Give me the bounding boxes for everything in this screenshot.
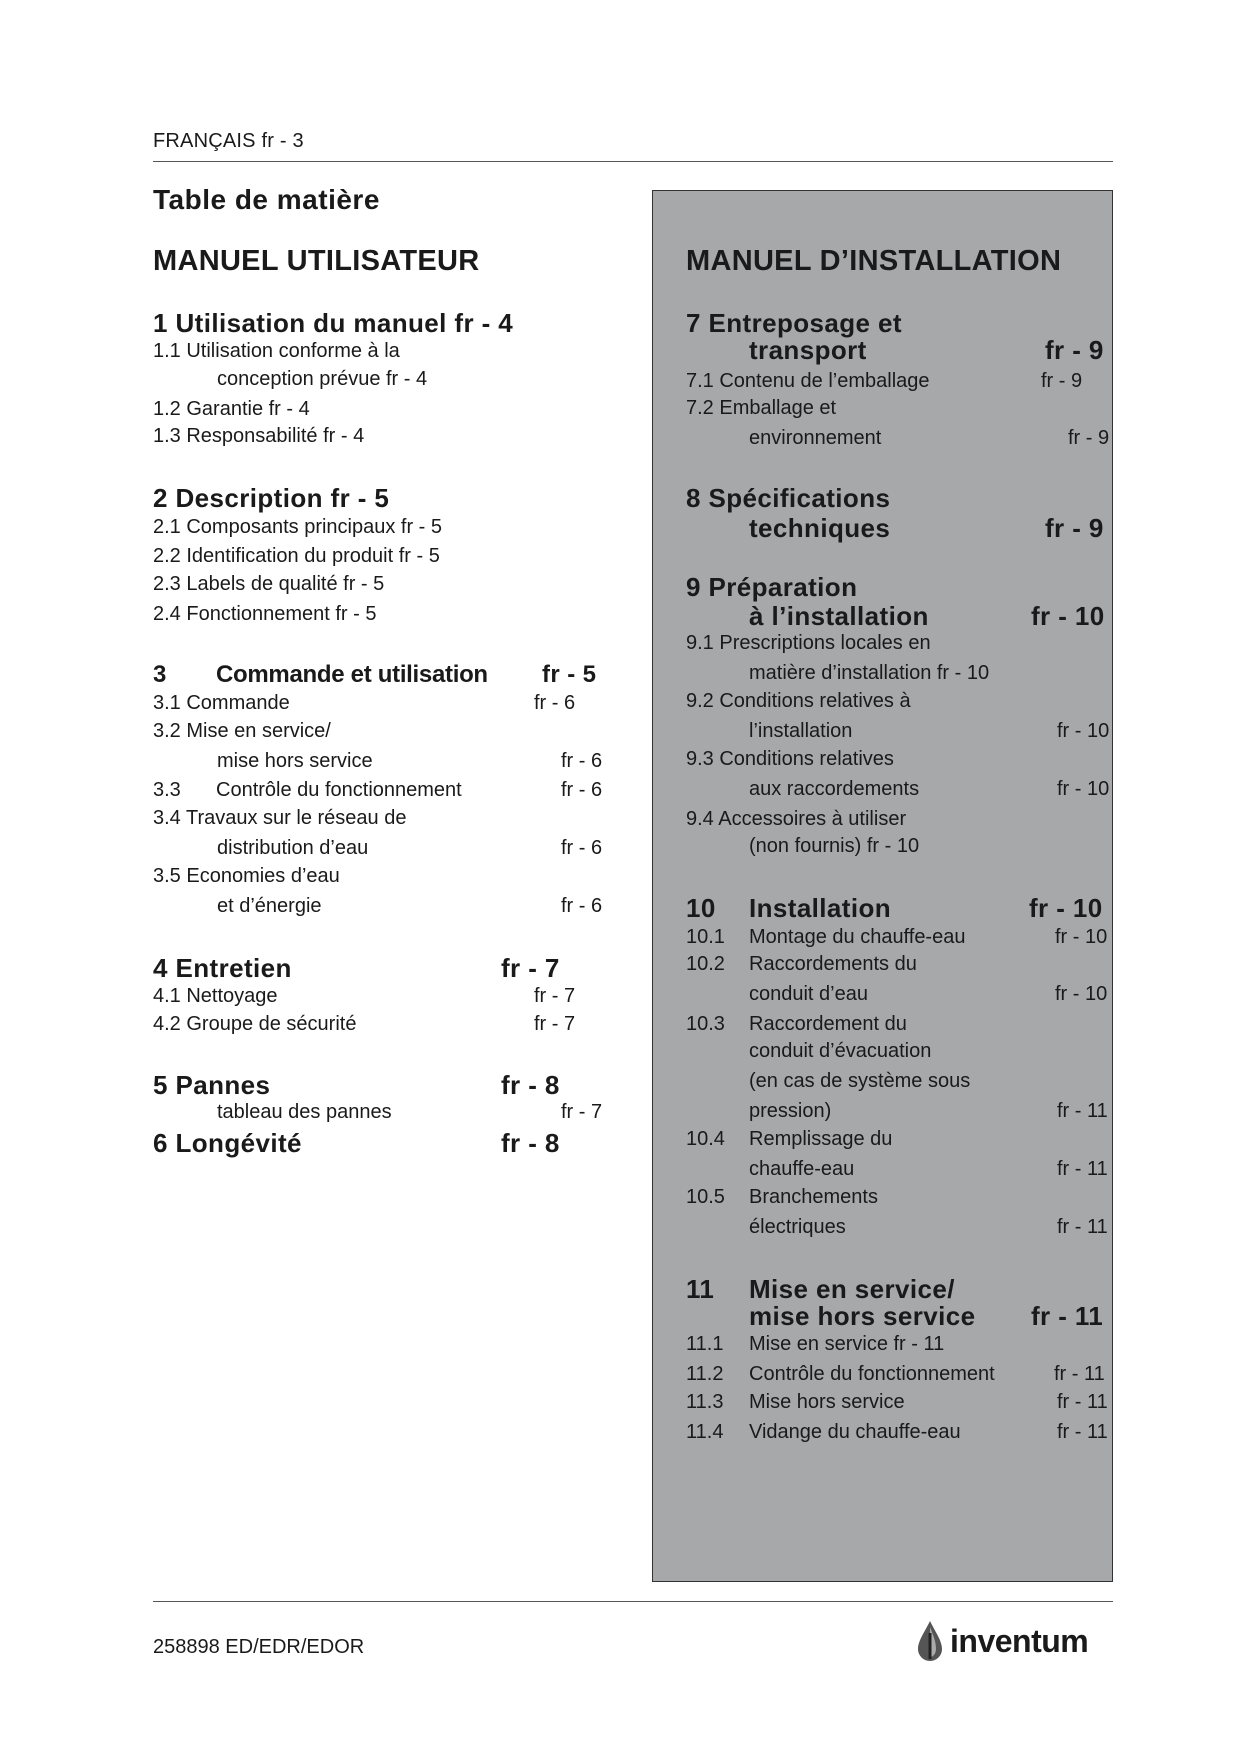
toc-item-11-4[interactable]: Vidange du chauffe-eau bbox=[749, 1421, 961, 1443]
toc-item-11-2-page: fr - 11 bbox=[1054, 1363, 1105, 1385]
toc-item-10-4-page: fr - 11 bbox=[1057, 1158, 1108, 1180]
document-number: 258898 ED/EDR/EDOR bbox=[153, 1636, 365, 1658]
section-6-title[interactable]: 6 Longévité bbox=[153, 1128, 302, 1158]
toc-item-3-5[interactable]: 3.5 Economies d’eau bbox=[153, 865, 340, 887]
toc-item-10-1[interactable]: Montage du chauffe-eau bbox=[749, 926, 966, 948]
toc-item-10-3-cont[interactable]: conduit d’évacuation bbox=[749, 1040, 932, 1062]
toc-item-9-4-cont[interactable]: (non fournis) fr - 10 bbox=[749, 835, 920, 857]
toc-item-4-1[interactable]: 4.1 Nettoyage bbox=[153, 985, 278, 1007]
section-1-title[interactable]: 1 Utilisation du manuel fr - 4 bbox=[153, 308, 514, 338]
toc-item-11-3-number: 11.3 bbox=[686, 1391, 724, 1413]
toc-item-1-1-cont[interactable]: conception prévue fr - 4 bbox=[217, 368, 428, 390]
toc-item-2-2[interactable]: 2.2 Identification du produit fr - 5 bbox=[153, 545, 440, 567]
toc-item-4-2-page: fr - 7 bbox=[534, 1013, 576, 1035]
brand-name: inventum bbox=[950, 1622, 1089, 1659]
running-head: FRANÇAIS fr - 3 bbox=[153, 130, 304, 152]
toc-item-10-5-cont[interactable]: électriques bbox=[749, 1216, 846, 1238]
toc-item-1-1[interactable]: 1.1 Utilisation conforme à la bbox=[153, 340, 400, 362]
toc-item-3-4-page: fr - 6 bbox=[561, 837, 603, 859]
toc-item-10-2-page: fr - 10 bbox=[1055, 983, 1108, 1005]
section-10-page: fr - 10 bbox=[1029, 893, 1103, 923]
toc-item-7-1-page: fr - 9 bbox=[1041, 370, 1083, 392]
toc-item-1-2[interactable]: 1.2 Garantie fr - 4 bbox=[153, 398, 310, 420]
section-7-title-cont[interactable]: transport bbox=[749, 335, 867, 365]
toc-item-11-3-page: fr - 11 bbox=[1057, 1391, 1108, 1413]
section-3-number: 3 bbox=[153, 661, 167, 688]
section-4-title[interactable]: 4 Entretien bbox=[153, 953, 292, 983]
toc-item-11-2-number: 11.2 bbox=[686, 1363, 724, 1385]
toc-item-2-3[interactable]: 2.3 Labels de qualité fr - 5 bbox=[153, 573, 385, 595]
section-4-page: fr - 7 bbox=[501, 953, 560, 983]
section-7-title[interactable]: 7 Entreposage et bbox=[686, 308, 902, 338]
toc-item-10-4[interactable]: Remplissage du bbox=[749, 1128, 893, 1150]
section-5-page: fr - 8 bbox=[501, 1070, 560, 1100]
toc-item-9-1-cont[interactable]: matière d’installation fr - 10 bbox=[749, 662, 990, 684]
toc-item-10-5[interactable]: Branchements bbox=[749, 1186, 878, 1208]
section-3-title[interactable]: Commande et utilisation bbox=[216, 661, 488, 688]
toc-item-4-1-page: fr - 7 bbox=[534, 985, 576, 1007]
toc-item-10-2-cont[interactable]: conduit d’eau bbox=[749, 983, 868, 1005]
section-2-title[interactable]: 2 Description fr - 5 bbox=[153, 483, 390, 513]
toc-item-3-4[interactable]: 3.4 Travaux sur le réseau de bbox=[153, 807, 407, 829]
section-10-title[interactable]: Installation bbox=[749, 893, 892, 923]
section-11-title[interactable]: Mise en service/ bbox=[749, 1274, 955, 1304]
toc-item-10-1-page: fr - 10 bbox=[1055, 926, 1108, 948]
section-9-title-cont[interactable]: à l’installation bbox=[749, 601, 929, 631]
section-9-page: fr - 10 bbox=[1031, 601, 1105, 631]
toc-item-3-1[interactable]: 3.1 Commande bbox=[153, 692, 290, 714]
toc-item-9-2[interactable]: 9.2 Conditions relatives à bbox=[686, 690, 911, 712]
toc-item-10-5-page: fr - 11 bbox=[1057, 1216, 1108, 1238]
toc-item-3-2-cont[interactable]: mise hors service bbox=[217, 750, 373, 772]
toc-item-3-2-page: fr - 6 bbox=[561, 750, 603, 772]
toc-item-5-1-page: fr - 7 bbox=[561, 1101, 603, 1123]
section-6-page: fr - 8 bbox=[501, 1128, 560, 1158]
section-11-title-cont[interactable]: mise hors service bbox=[749, 1301, 976, 1331]
toc-item-9-3-cont[interactable]: aux raccordements bbox=[749, 778, 920, 800]
section-8-page: fr - 9 bbox=[1045, 513, 1104, 543]
installation-manual-column bbox=[652, 190, 1113, 1582]
toc-item-9-2-cont[interactable]: l’installation bbox=[749, 720, 853, 742]
toc-item-11-1[interactable]: Mise en service fr - 11 bbox=[749, 1333, 945, 1355]
toc-item-10-4-cont[interactable]: chauffe-eau bbox=[749, 1158, 855, 1180]
toc-item-3-1-page: fr - 6 bbox=[534, 692, 576, 714]
toc-title: Table de matière bbox=[153, 184, 380, 215]
toc-item-9-3[interactable]: 9.3 Conditions relatives bbox=[686, 748, 894, 770]
toc-item-3-3-page: fr - 6 bbox=[561, 779, 603, 801]
section-8-title-cont[interactable]: techniques bbox=[749, 513, 891, 543]
toc-item-10-5-number: 10.5 bbox=[686, 1186, 725, 1208]
toc-item-9-3-page: fr - 10 bbox=[1057, 778, 1110, 800]
toc-item-7-2-page: fr - 9 bbox=[1068, 427, 1110, 449]
toc-item-11-4-number: 11.4 bbox=[686, 1421, 724, 1443]
toc-item-4-2[interactable]: 4.2 Groupe de sécurité bbox=[153, 1013, 357, 1035]
toc-item-3-3[interactable]: Contrôle du fonctionnement bbox=[216, 779, 462, 801]
toc-item-1-3[interactable]: 1.3 Responsabilité fr - 4 bbox=[153, 425, 365, 447]
footer-rule bbox=[153, 1601, 1113, 1602]
toc-item-2-1[interactable]: 2.1 Composants principaux fr - 5 bbox=[153, 516, 443, 538]
section-8-title[interactable]: 8 Spécifications bbox=[686, 483, 891, 513]
toc-item-10-3-number: 10.3 bbox=[686, 1013, 725, 1035]
toc-item-9-1[interactable]: 9.1 Prescriptions locales en bbox=[686, 632, 931, 654]
toc-item-9-4[interactable]: 9.4 Accessoires à utiliser bbox=[686, 808, 907, 830]
toc-item-7-2-cont[interactable]: environnement bbox=[749, 427, 882, 449]
install-manual-title: MANUEL D’INSTALLATION bbox=[686, 245, 1062, 277]
section-7-page: fr - 9 bbox=[1045, 335, 1104, 365]
drop-icon bbox=[916, 1619, 944, 1663]
toc-item-10-3-cont3[interactable]: pression) bbox=[749, 1100, 832, 1122]
toc-item-11-3[interactable]: Mise hors service bbox=[749, 1391, 905, 1413]
section-11-number: 11 bbox=[686, 1274, 715, 1304]
toc-item-3-4-cont[interactable]: distribution d’eau bbox=[217, 837, 369, 859]
brand-logo bbox=[916, 1618, 1088, 1664]
toc-item-10-3[interactable]: Raccordement du bbox=[749, 1013, 907, 1035]
toc-item-3-5-cont[interactable]: et d’énergie bbox=[217, 895, 322, 917]
toc-item-3-5-page: fr - 6 bbox=[561, 895, 603, 917]
toc-item-2-4[interactable]: 2.4 Fonctionnement fr - 5 bbox=[153, 603, 377, 625]
toc-item-9-2-page: fr - 10 bbox=[1057, 720, 1110, 742]
section-10-number: 10 bbox=[686, 893, 716, 923]
toc-item-3-3-number: 3.3 bbox=[153, 779, 181, 801]
toc-item-10-3-cont2[interactable]: (en cas de système sous bbox=[749, 1070, 971, 1092]
toc-item-7-1[interactable]: 7.1 Contenu de l’emballage bbox=[686, 370, 930, 392]
section-9-title[interactable]: 9 Préparation bbox=[686, 572, 858, 602]
toc-item-10-4-number: 10.4 bbox=[686, 1128, 725, 1150]
toc-item-7-2[interactable]: 7.2 Emballage et bbox=[686, 397, 837, 419]
toc-item-10-1-number: 10.1 bbox=[686, 926, 725, 948]
toc-item-11-4-page: fr - 11 bbox=[1057, 1421, 1108, 1443]
toc-item-5-1[interactable]: tableau des pannes bbox=[217, 1101, 392, 1123]
toc-item-11-2[interactable]: Contrôle du fonctionnement bbox=[749, 1363, 995, 1385]
section-3-page: fr - 5 bbox=[542, 661, 597, 688]
toc-item-10-2[interactable]: Raccordements du bbox=[749, 953, 917, 975]
user-manual-column bbox=[0, 0, 640, 1200]
user-manual-title: MANUEL UTILISATEUR bbox=[153, 245, 480, 277]
section-11-page: fr - 11 bbox=[1031, 1301, 1104, 1331]
toc-item-10-2-number: 10.2 bbox=[686, 953, 725, 975]
toc-item-10-3-page: fr - 11 bbox=[1057, 1100, 1108, 1122]
toc-item-11-1-number: 11.1 bbox=[686, 1333, 724, 1355]
toc-item-3-2[interactable]: 3.2 Mise en service/ bbox=[153, 720, 331, 742]
section-5-title[interactable]: 5 Pannes bbox=[153, 1070, 271, 1100]
